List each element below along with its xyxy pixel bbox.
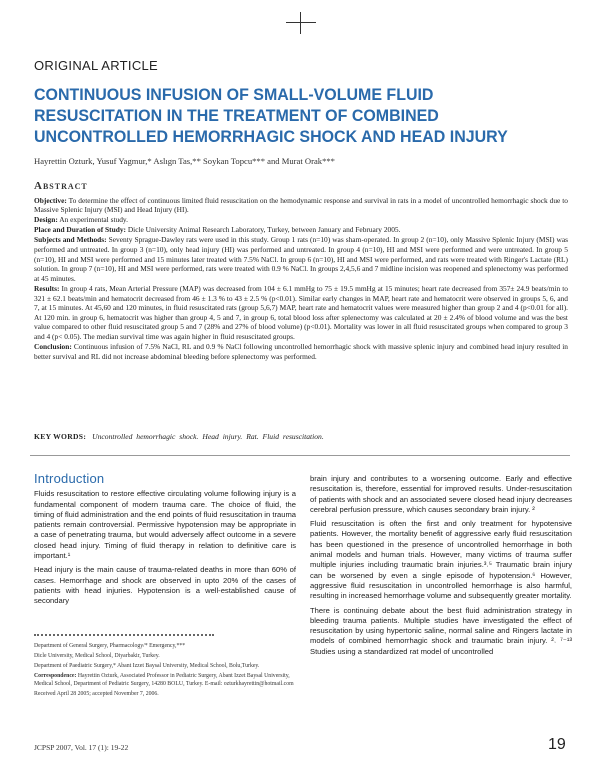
title-line: UNCONTROLLED HEMORRHAGIC SHOCK AND HEAD INJURY	[34, 127, 508, 146]
abstract-results	[34, 284, 568, 342]
body-paragraph: Fluid resuscitation is often the first and only treatment for hypotensive patients. However, the mortality benefit of aggressive early fluid resuscitation has been questioned in the presence of uncontrolled hemorrhage in both animal models and human trials. However, many victims of trauma suffer multiple injuries including traumatic brain injuries.³˒⁵ Traumatic brain injury can be worsened by even a single episode of hypotension.⁶ However, aggressive fluid resuscitation in uncontrolled hemorrhage is also harmful, resulting in increased hemorrhage volume and subsequently greater mortality.	[310, 519, 572, 601]
affiliation-dept2: Department of Paediatric Surgery,* Abant Izzet Baysal University, Medical School, Bolu,Turkey.	[34, 663, 260, 669]
article-title	[34, 84, 542, 147]
body-column-left	[34, 471, 296, 611]
author-list: Hayrettin Ozturk, Yusuf Yagmur,* Aslıgn Tas,** Soykan Topcu*** and Murat Orak***	[34, 156, 335, 166]
received-date: Received April 28 2005; accepted November 7, 2006.	[34, 691, 159, 697]
affiliation-dept1: Department of General Surgery, Pharmacology/* Emergency,***	[34, 643, 186, 649]
crop-mark-vertical	[300, 12, 301, 34]
objective-text: To determine the effect of continuous limited fluid resuscitation on the hemodynamic response and survival in rats in a model of uncontrolled hemorrhagic shock due to Massive Splenic Injury (MSI) and Head Injury (HI).	[34, 195, 568, 215]
keywords	[34, 432, 324, 441]
introduction-heading: Introduction	[34, 471, 105, 486]
body-paragraph: Fluids resuscitation to restore effective circulating volume following injury is a fundamental component of modern trauma care. The choice of fluid, the timing of fluid administration and the end points of fluid resuscitation in trauma patients remain controversial. Permissive hypotension may be appropriate in a case of penetrating trauma, but would adversely affect outcome in a severe closed head injury. Timing of fluid therapy in relation to definitive care is important.¹	[34, 489, 296, 561]
abstract-objective	[34, 196, 568, 215]
section-divider	[30, 455, 570, 456]
correspondence	[34, 672, 296, 688]
design-text: An experimental study.	[57, 215, 128, 225]
footnote-separator	[34, 634, 214, 636]
place-label: Place and Duration of Study:	[34, 225, 126, 235]
section-tag: ORIGINAL ARTICLE	[34, 58, 159, 73]
conclusion-text: Continuous infusion of 7.5% NaCl, RL and 0.9 % NaCl following uncontrolled hemorrhagic shock with massive splenic injury and combined head injury resulted in better survival and RL did not increase abdominal bleeding before splenectomy was performed.	[34, 342, 568, 361]
abstract-place	[34, 225, 568, 235]
crop-mark-horizontal	[286, 22, 316, 23]
title-line: RESUSCITATION IN THE TREATMENT OF COMBINED	[34, 106, 439, 125]
results-label: Results:	[34, 283, 60, 293]
conclusion-label: Conclusion:	[34, 342, 72, 351]
affiliation-inst1: Dicle University, Medical School, Diyarbakir, Turkey.	[34, 653, 160, 659]
body-paragraph: Head injury is the main cause of trauma-related deaths in more than 60% of cases. Hemorrhage and shock are observed in upto 20% of the cases of patients with head injuries. Hypotension is a well-established cause of secondary	[34, 565, 296, 606]
abstract	[34, 182, 568, 362]
place-text: Dicle University Animal Research Laboratory, Turkey, between January and February 2005.	[125, 225, 401, 235]
journal-citation: JCPSP 2007, Vol. 17 (1): 19-22	[34, 743, 129, 752]
title-line: CONTINUOUS INFUSION OF SMALL-VOLUME FLUID	[34, 85, 434, 104]
abstract-subjects	[34, 235, 568, 283]
body-paragraph: There is continuing debate about the best fluid administration strategy in bleeding trauma patients. Multiple studies have investigated the effect of resuscitation by using hypertonic saline, normal saline and Ringers lactate in models of combined hemorrhagic shock and traumatic brain injury. ²˒ ⁷⁻¹³ Studies using a standardized rat model of uncontrolled	[310, 605, 572, 656]
page-number: 19	[548, 736, 566, 753]
body-paragraph: brain injury and contributes to a worsening outcome. Early and effective resuscitation is, therefore, essential for improved results. Under-resuscitation of patients with shock and an associated severe closed head injury decreases cerebral perfusion pressure, which causes secondary brain injury. ²	[310, 474, 572, 514]
correspondence-text: Hayrettin Ozturk, Associated Professor in Pediatric Surgery, Abant Izzet Baysal University, Medical School, Department of Pediatric Surgery, 14280 BOLU, Turkey. E-mail: ozturkhayrettin@hotmail.com	[34, 673, 294, 687]
objective-label: Objective:	[34, 195, 67, 205]
correspondence-label: Correspondence:	[34, 673, 77, 679]
subjects-text: Seventy Sprague-Dawley rats were used in this study. Group 1 rats (n=10) was sham-operated. In group 2 (n=10), only Massive Splenic Injury (MSI) was performed and untreated. In group 3 (n=10), only head injury (HI) was performed and untreated. In group 4 (n=10), HI and MSI were performed and were untreated. In group 5 (n=10), HI and MSI were performed and 15 minutes later treated with 7.5% NaCl. In group 6 (n=10), HI and MSI were performed, and rats were treated with Ringer's Lactate (RL) solution. In group 7 (n=10), HI and MSI were performed, rats were treated with 0.9 % NaCl. In groups 2,4,5,6 and 7 midline incision was reopened and splenectomy was performed at 45 minutes.	[34, 235, 568, 283]
body-column-right	[310, 474, 572, 661]
abstract-conclusion	[34, 342, 568, 361]
keywords-value: Uncontrolled hemorrhagic shock. Head injury. Rat. Fluid resuscitation.	[92, 432, 324, 441]
affiliations	[34, 642, 296, 700]
design-label: Design:	[34, 215, 58, 225]
abstract-design	[34, 215, 568, 225]
abstract-heading: Abstract	[34, 180, 88, 192]
results-text: In group 4 rats, Mean Arterial Pressure (MAP) was decreased from 104 ± 6.1 mmHg to 75 ± 19.5 mmHg at 15 minutes; heart rate decreased from 357± 24.9 beats/min to 321 ± 62.1 beats/min and hematocrit decreased from 46 ± 1.3 % to 43 ± 2.5 % (p<0.01). Similar early changes in MAP, heart rate and hematocrit were observed in groups 5, 6, and 7, at 15 minutes. At 45,60 and 120 minutes, in fluid resuscitated rats (group 5,6,7) MAP, heart rate and hematocrit values were measured higher than group 2 and 4 (p<0.01 for all). At 120 min. in group 6, hematocrit was higher than group 4, 5 and 7, in group 6, total blood loss after splenectomy was calculated at 20 ± 2.4% of blood volume and was the best value compared to other fluid resuscitated group 5 and 7 (28% and 27% of blood volume) (p<0.01). Mortality was lower in all fluid resuscitated groups when compared to group 3 and 4 (p< 0.05). The median survival time was again higher in fluid resuscitated groups.	[34, 283, 568, 341]
keywords-label: KEY WORDS:	[34, 432, 87, 441]
subjects-label: Subjects and Methods:	[34, 235, 107, 245]
